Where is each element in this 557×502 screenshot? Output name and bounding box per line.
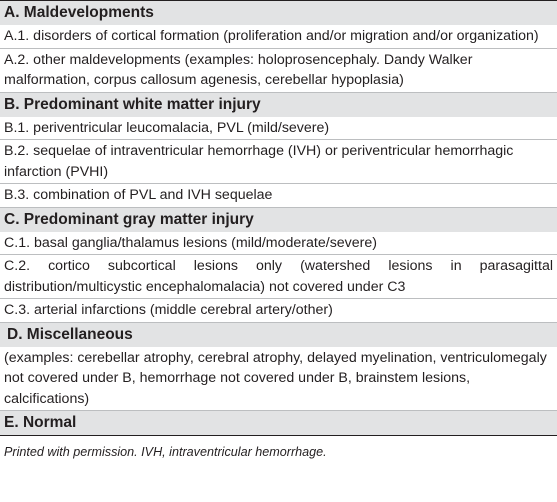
section-d-heading: D. Miscellaneous (0, 323, 557, 347)
item-a2: A.2. other maldevelopments (examples: holoprosencephaly. Dandy Walker malformation, corpus callosum agenesis, cerebellar hypoplasia) (0, 49, 557, 93)
item-b2: B.2. sequelae of intraventricular hemorrhage (IVH) or periventricular hemorrhagic infarction (PVHI) (0, 140, 557, 184)
item-c3: C.3. arterial infarctions (middle cerebral artery/other) (0, 299, 557, 323)
section-e-heading: E. Normal (0, 411, 557, 436)
section-b-heading: B. Predominant white matter injury (0, 93, 557, 117)
section-a-heading: A. Maldevelopments (0, 1, 557, 25)
item-b1: B.1. periventricular leucomalacia, PVL (mild/severe) (0, 117, 557, 141)
table-footnote: Printed with permission. IVH, intraventricular hemorrhage. (4, 445, 327, 459)
section-c-heading: C. Predominant gray matter injury (0, 208, 557, 232)
item-d-examples: (examples: cerebellar atrophy, cerebral atrophy, delayed myelination, ventriculomegaly not covered under B, hemorrhage not covered under B, brainstem lesions, calcifications) (0, 347, 557, 412)
item-b3: B.3. combination of PVL and IVH sequelae (0, 184, 557, 208)
item-c2: C.2. cortico subcortical lesions only (watershed lesions in parasagittal distribution/multicystic encephalomalacia) not covered under C3 (0, 255, 557, 299)
item-c1: C.1. basal ganglia/thalamus lesions (mild/moderate/severe) (0, 232, 557, 256)
item-a1: A.1. disorders of cortical formation (proliferation and/or migration and/or organization) (0, 25, 557, 49)
